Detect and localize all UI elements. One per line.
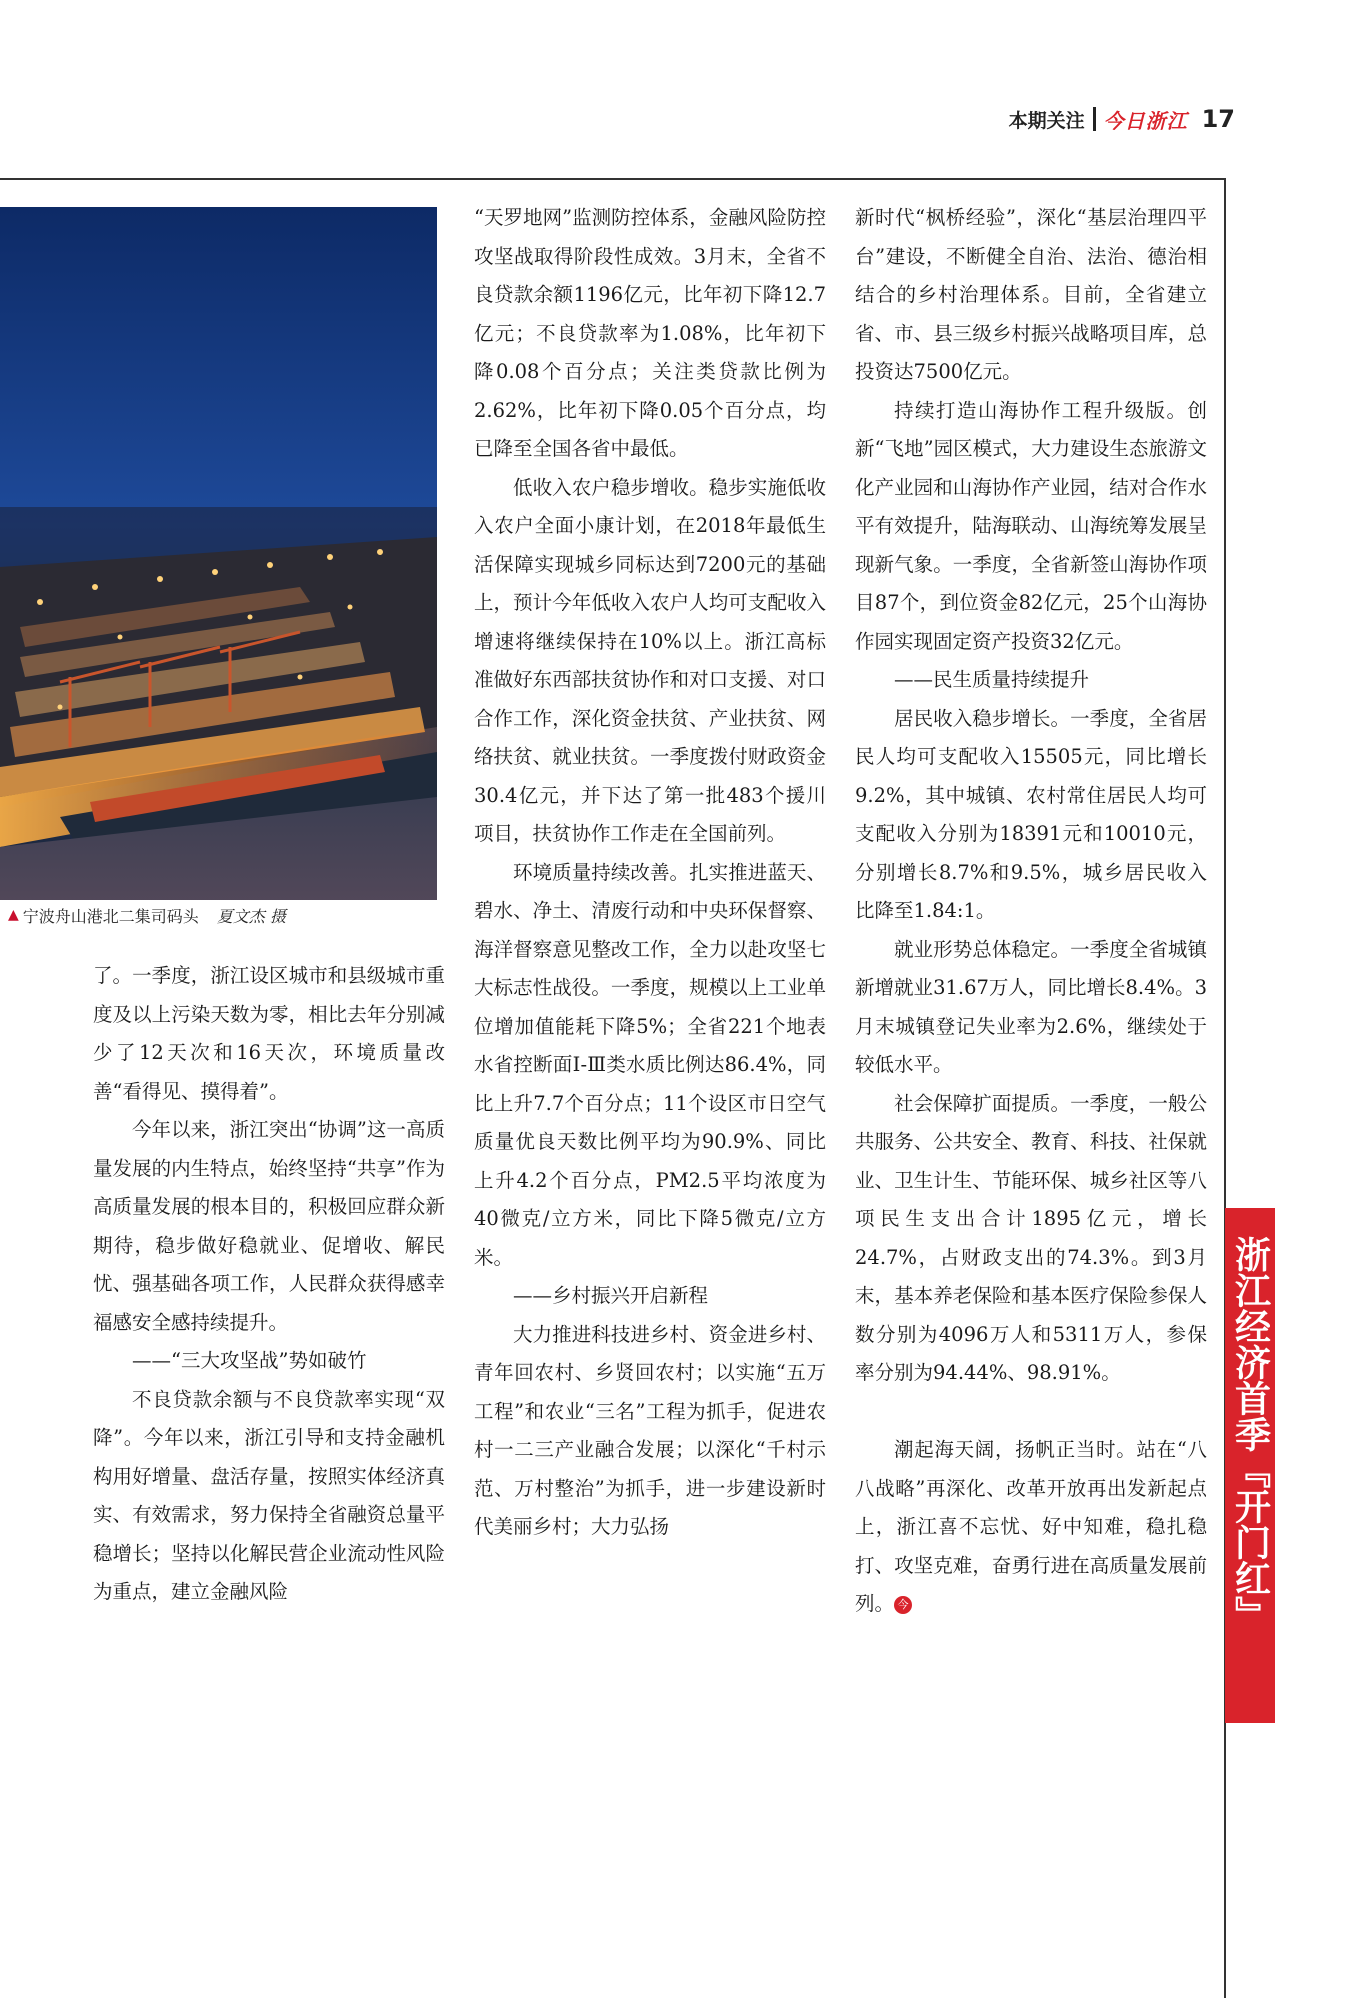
caption-triangle-icon: ▲ xyxy=(8,907,19,923)
paragraph: 不良贷款余额与不良贷款率实现“双降”。今年以来，浙江引导和支持金融机构用好增量、盘活存量，按照实体经济真实、有效需求，努力保持全省融资总量平稳增长；坚持以化解民营企业流动性风险为重点，建立金融风险 xyxy=(93,1387,445,1603)
photo-caption xyxy=(0,900,437,930)
paragraph: 新时代“枫桥经验”，深化“基层治理四平台”建设，不断健全自治、法治、德治相结合的乡村治理体系。目前，全省建立省、市、县三级乡村振兴战略项目库，总投资达7500亿元。 xyxy=(855,206,1207,383)
subheading: ——“三大攻坚战”势如破竹 xyxy=(132,1349,367,1372)
brand-logo: 今日浙江 xyxy=(1103,108,1188,133)
side-tab-title: 浙江经济首季『开门红』 xyxy=(1229,1236,1272,1632)
page-header xyxy=(1009,104,1235,134)
paragraph: 了。一季度，浙江设区城市和县级城市重度及以上污染天数为零，相比去年分别减少了12天次和16天次，环境质量改善“看得见、摸得着”。 xyxy=(93,964,445,1103)
paragraph: 大力推进科技进乡村、资金进乡村、青年回农村、乡贤回农村；以实施“五万工程”和农业“三名”工程为抓手，促进农村一二三产业融合发展；以深化“千村示范、万村整治”为抓手，进一步建设新时代美丽乡村；大力弘扬 xyxy=(474,1322,826,1538)
photo-credit: 夏文杰 摄 xyxy=(216,906,286,926)
paragraph: “天罗地网”监测防控体系，金融风险防控攻坚战取得阶段性成效。3月末，全省不良贷款余额1196亿元，比年初下降12.7亿元；不良贷款率为1.08%，比年初下降0.08个百分点；关注类贷款比例为2.62%，比年初下降0.05个百分点，均已降至全国各省中最低。 xyxy=(474,206,826,460)
article-column-1 xyxy=(93,957,445,1612)
paragraph: 今年以来，浙江突出“协调”这一高质量发展的内生特点，始终坚持“共享”作为高质量发展的根本目的，积极回应群众新期待，稳步做好稳就业、促增收、解民忧、强基础各项工作，人民群众获得感幸福感安全感持续提升。 xyxy=(93,1118,445,1334)
header-divider xyxy=(1093,107,1096,131)
paragraph: 就业形势总体稳定。一季度全省城镇新增就业31.67万人，同比增长8.4%。3月末城镇登记失业率为2.6%，继续处于较低水平。 xyxy=(855,937,1207,1076)
paragraph: 居民收入稳步增长。一季度，全省居民人均可支配收入15505元，同比增长9.2%，其中城镇、农村常住居民人均可支配收入分别为18391元和10010元，分别增长8.7%和9.5%，城乡居民收入比降至1.84:1。 xyxy=(855,706,1207,922)
caption-text: 宁波舟山港北二集司码头 xyxy=(22,906,199,926)
photo-illustration xyxy=(0,207,437,917)
top-rule xyxy=(0,178,1225,180)
article-column-3 xyxy=(855,199,1207,1624)
paragraph: 社会保障扩面提质。一季度，一般公共服务、公共安全、教育、科技、社保就业、卫生计生、节能环保、城乡社区等八项民生支出合计1895亿元，增长24.7%，占财政支出的74.3%。到3月末，基本养老保险和基本医疗保险参保人数分别为4096万人和5311万人，参保率分别为94.44%、98.91%。 xyxy=(855,1091,1207,1384)
subheading: ——乡村振兴开启新程 xyxy=(513,1284,709,1307)
article-column-2 xyxy=(474,199,826,1547)
paragraph: 环境质量持续改善。扎实推进蓝天、碧水、净土、清废行动和中央环保督察、海洋督察意见整改工作，全力以赴攻坚七大标志性战役。一季度，规模以上工业单位增加值能耗下降5%；全省221个地表水省控断面Ⅰ-Ⅲ类水质比例达86.4%，同比上升7.7个百分点；11个设区市日空气质量优良天数比例平均为90.9%、同比上升4.2个百分点，PM2.5平均浓度为40微克/立方米，同比下降5微克/立方米。 xyxy=(474,860,826,1269)
side-tab xyxy=(1225,1208,1275,1723)
page-number: 17 xyxy=(1201,105,1235,133)
section-label: 本期关注 xyxy=(1008,109,1085,132)
subheading: ——民生质量持续提升 xyxy=(894,668,1090,691)
right-rule xyxy=(1224,178,1226,1998)
paragraph: 低收入农户稳步增收。稳步实施低收入农户全面小康计划，在2018年最低生活保障实现城乡同标达到7200元的基础上，预计今年低收入农户人均可支配收入增速将继续保持在10%以上。浙江高标准做好东西部扶贫协作和对口支援、对口合作工作，深化资金扶贫、产业扶贫、网络扶贫、就业扶贫。一季度拨付财政资金30.4亿元，并下达了第一批483个援川项目，扶贫协作工作走在全国前列。 xyxy=(474,475,826,845)
spacer xyxy=(855,1393,1207,1432)
port-night-photo xyxy=(0,207,437,917)
closing-paragraph xyxy=(855,1431,1207,1624)
paragraph: 持续打造山海协作工程升级版。创新“飞地”园区模式，大力建设生态旅游文化产业园和山海协作产业园，结对合作水平有效提升，陆海联动、山海统筹发展呈现新气象。一季度，全省新签山海协作项目87个，到位资金82亿元，25个山海协作园实现固定资产投资32亿元。 xyxy=(855,398,1207,653)
closing-text: 潮起海天阔，扬帆正当时。站在“八八战略”再深化、改革开放再出发新起点上，浙江喜不忘忧、好中知难，稳扎稳打、攻坚克难，奋勇行进在高质量发展前列。 xyxy=(855,1438,1207,1615)
end-mark-icon: 今 xyxy=(894,1596,912,1614)
